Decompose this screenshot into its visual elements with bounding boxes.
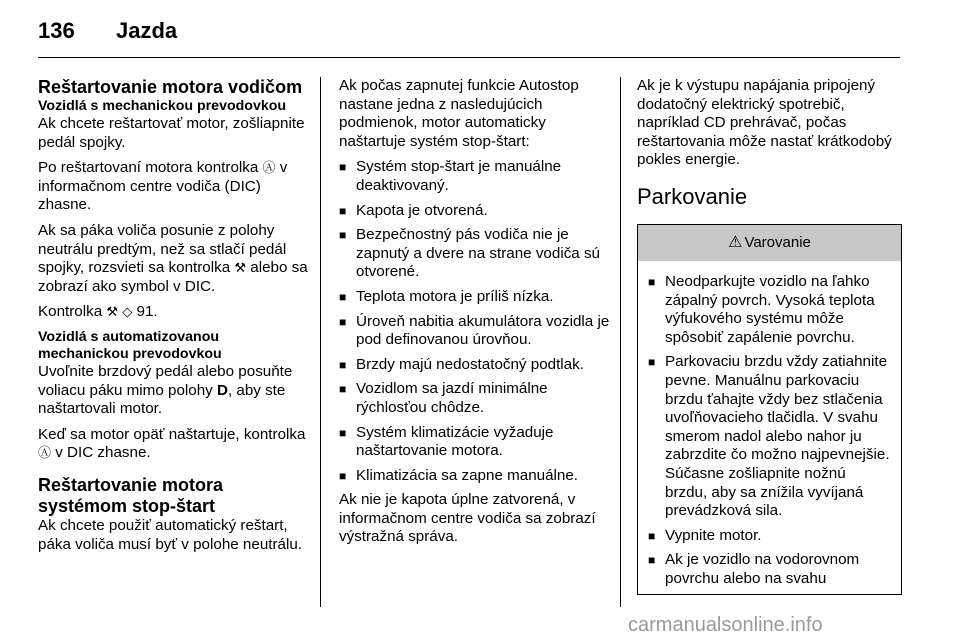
paragraph: Ak sa páka voliča posunie z polohy neutrálu predtým, než sa stlačí pedál spojky, rozsvieti sa kontrolka ⚒ alebo sa zobrazí ako symbol v DIC.	[38, 221, 308, 295]
column-divider	[320, 77, 321, 607]
paragraph: Ak chcete použiť automatický reštart, páka voliča musí byť v polohe neutrálu.	[38, 516, 303, 553]
list-item: ■ Bezpečnostný pás vodiča nie je zapnutý a dvere na strane vodiča sú otvorené.	[339, 226, 614, 282]
page-number: 136	[38, 18, 75, 43]
list-item: ■ Neodparkujte vozidlo na ľahko zápalný povrch. Vysoká teplota výfukového systému môže spôsobiť zapálenie povrchu.	[648, 273, 891, 347]
warning-header	[638, 225, 901, 261]
page-reference-icon: ◇	[122, 304, 133, 320]
subheading-manual-transmission: Vozidlá s mechanickou prevodovkou	[38, 98, 287, 114]
autostop-icon: Ⓐ	[38, 445, 52, 461]
paragraph: Po reštartovaní motora kontrolka Ⓐ v informačnom centre vodiča (DIC) zhasne.	[38, 159, 288, 214]
list-item: ■ Klimatizácia sa zapne manuálne.	[339, 467, 614, 486]
subheading-automated-transmission: Vozidlá s automatizovanou mechanickou prevodovkou	[38, 328, 222, 362]
paragraph: Ak chcete reštartovať motor, zošliapnite pedál spojky.	[38, 115, 305, 151]
list-item: ■ Parkovaciu brzdu vždy zatiahnite pevne. Manuálnu parkovaciu brzdu ťahajte vždy bez stlačenia uvoľňovacieho tlačidla. V svahu smerom nadol alebo nahor ju zabrzdite čo možno najpevnejšie. Súčasne zošliapnite nožnú brzdu, aby sa znížila vyvíjaná prevádzková sila.	[648, 353, 891, 520]
autostop-icon: Ⓐ	[262, 160, 276, 176]
column-1	[38, 77, 313, 561]
list-item: ■ Vozidlom sa jazdí minimálne rýchlosťou chôdze.	[339, 380, 614, 417]
warning-body	[638, 261, 901, 589]
list-item: ■ Brzdy majú nedostatočný podtlak.	[339, 356, 614, 375]
heading-driver-restart: Reštartovanie motora vodičom	[38, 77, 303, 97]
heading-parking: Parkovanie	[637, 183, 748, 209]
paragraph: Keď sa motor opäť naštartuje, kontrolka Ⓐ v DIC zhasne.	[38, 425, 306, 462]
heading-stop-start-restart: Reštartovanie motora systémom stop-štart	[38, 474, 224, 516]
list-item: ■ Systém klimatizácie vyžaduje naštartovanie motora.	[339, 424, 614, 461]
stop-start-warning-icon: ⚒	[234, 260, 247, 276]
list-item: ■ Úroveň nabitia akumulátora vozidla je pod definovanou úrovňou.	[339, 313, 614, 350]
chapter-title: Jazda	[116, 18, 178, 43]
list-item: ■ Kapota je otvorená.	[339, 202, 614, 221]
warning-title: Varovanie	[744, 233, 811, 251]
paragraph: Kontrolka ⚒ ◇ 91.	[38, 303, 158, 321]
warning-box	[637, 224, 902, 596]
column-2	[339, 77, 614, 554]
watermark: carmanualsonline.info	[628, 614, 823, 636]
warning-triangle-icon: ⚠	[728, 233, 743, 251]
list-item: ■ Systém stop-štart je manuálne deaktivovaný.	[339, 158, 614, 195]
column-3	[637, 77, 900, 595]
list-item: ■ Teplota motora je príliš nízka.	[339, 288, 614, 307]
paragraph: Ak počas zapnutej funkcie Autostop nastane jedna z nasledujúcich podmienok, motor automaticky naštartuje systém stop-štart:	[339, 77, 579, 150]
paragraph: Ak nie je kapota úplne zatvorená, v informačnom centre vodiča sa zobrazí výstražná správa.	[339, 491, 596, 546]
paragraph: Uvoľnite brzdový pedál alebo posuňte voliacu páku mimo polohy D, aby ste naštartovali motor.	[38, 362, 293, 418]
column-divider	[620, 77, 621, 607]
stop-start-warning-icon: ⚒	[106, 304, 119, 320]
header-divider	[38, 57, 900, 58]
paragraph: Ak je k výstupu napájania pripojený dodatočný elektrický spotrebič, napríklad CD prehrávač, počas reštartovania môže nastať krátkodobý pokles energie.	[637, 77, 892, 169]
list-item: ■ Ak je vozidlo na vodorovnom povrchu alebo na svahu	[648, 551, 891, 588]
list-item: ■ Vypnite motor.	[648, 527, 891, 546]
